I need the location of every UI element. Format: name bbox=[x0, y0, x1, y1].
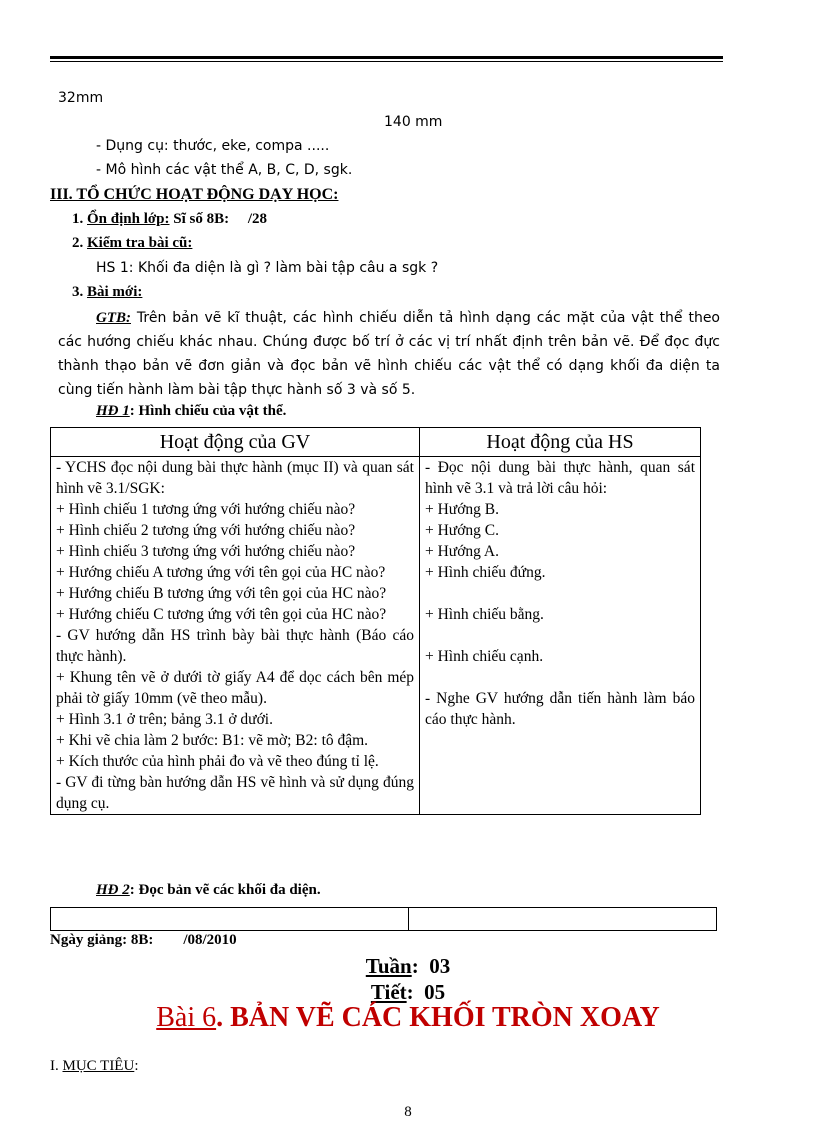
gv-line: + Hình chiếu 3 tương ứng với hướng chiếu nào? bbox=[56, 543, 356, 560]
activity-table bbox=[50, 427, 701, 815]
header-rule-thin bbox=[50, 61, 723, 62]
student-activities bbox=[420, 457, 701, 815]
header-student: Hoạt động của HS bbox=[420, 428, 701, 457]
gv-line: + Hướng chiếu A tương ứng với tên gọi của HC nào? bbox=[56, 564, 386, 581]
gv-line: + Hình chiếu 2 tương ứng với hướng chiếu nào? bbox=[56, 522, 356, 539]
hs-line: + Hướng B. bbox=[425, 501, 499, 518]
activity-2-text: : Đọc bản vẽ các khối đa diện. bbox=[129, 882, 321, 898]
activity-2-label: HĐ 2 bbox=[96, 882, 130, 898]
lesson-number: Bài 6 bbox=[156, 1002, 217, 1033]
section-title bbox=[50, 186, 338, 204]
activity-2-cell-right bbox=[409, 908, 717, 931]
activity-2-heading bbox=[96, 882, 321, 899]
gv-line: + Khi vẽ chia làm 2 bước: B1: vẽ mờ; B2: tô đậm. bbox=[56, 732, 369, 749]
activity-table-body bbox=[51, 457, 701, 815]
step-3 bbox=[72, 284, 142, 301]
teacher-activities bbox=[51, 457, 420, 815]
header-teacher: Hoạt động của GV bbox=[51, 428, 420, 457]
gv-line: - GV hướng dẫn HS trình bày bài thực hành (Báo cáo thực hành). bbox=[56, 627, 414, 665]
header-rule-thick bbox=[50, 56, 723, 59]
objectives-number: I. bbox=[50, 1058, 63, 1074]
models-line: - Mô hình các vật thể A, B, C, D, sgk. bbox=[96, 162, 353, 178]
intro-text: Trên bản vẽ kĩ thuật, các hình chiếu diễn tả hình dạng các mặt của vật thể theo các hướng chiếu khác nhau. Chúng được bố trí ở các vị trí nhất định trên bản vẽ. Để đọc đực thành thạo bản vẽ đơn giản và đọc bản vẽ hình chiếu các vật thể có dạng khối đa diện ta cùng tiến hành làm bài tập thực hành số 3 và số 5. bbox=[58, 310, 720, 398]
period-value: : 05 bbox=[406, 980, 446, 1004]
activity-2-cell-left bbox=[51, 908, 409, 931]
step-2-label: Kiểm tra bài cũ: bbox=[87, 235, 193, 251]
review-question: HS 1: Khối đa diện là gì ? làm bài tập câu a sgk ? bbox=[96, 260, 439, 276]
step-3-number: 3. bbox=[72, 284, 84, 300]
objectives-heading bbox=[50, 1058, 138, 1075]
hs-line: + Hình chiếu đứng. bbox=[425, 564, 546, 581]
section-title-text: III. TỔ CHỨC HOẠT ĐỘNG DẠY HỌC: bbox=[50, 186, 339, 203]
lesson-name: . BẢN VẼ CÁC KHỐI TRÒN XOAY bbox=[216, 1002, 660, 1033]
gv-line: - YCHS đọc nội dung bài thực hành (mục II) và quan sát hình vẽ 3.1/SGK: bbox=[56, 459, 414, 497]
week-line bbox=[0, 954, 816, 979]
activity-1-label: HĐ 1 bbox=[96, 403, 130, 419]
hs-line: + Hình chiếu cạnh. bbox=[425, 648, 544, 665]
activity-2-row bbox=[51, 908, 717, 931]
hs-line: - Nghe GV hướng dẫn tiến hành làm báo cáo thực hành. bbox=[425, 690, 695, 728]
gv-line: + Kích thước của hình phải đo và vẽ theo đúng tỉ lệ. bbox=[56, 753, 379, 770]
introduction-paragraph bbox=[58, 306, 720, 402]
page-number: 8 bbox=[404, 1104, 412, 1120]
step-1-text: Sĩ số 8B: /28 bbox=[169, 211, 268, 227]
lesson-title bbox=[0, 1002, 816, 1034]
activity-table-header bbox=[51, 428, 701, 457]
week-value: : 03 bbox=[411, 954, 451, 978]
activity-1-text: : Hình chiếu của vật thể. bbox=[129, 403, 287, 419]
intro-label: GTB: bbox=[96, 310, 131, 326]
hs-line: + Hướng A. bbox=[425, 543, 499, 560]
period-label: Tiết bbox=[370, 980, 407, 1004]
activity-1-heading bbox=[96, 403, 286, 420]
gv-line: + Khung tên vẽ ở dưới tờ giấy A4 để dọc cách bên mép phải tờ giấy 10mm (vẽ theo mẫu). bbox=[56, 669, 414, 707]
objectives-label: MỤC TIÊU bbox=[62, 1058, 135, 1074]
teaching-date: Ngày giảng: 8B: /08/2010 bbox=[50, 932, 237, 948]
step-1-number: 1. bbox=[72, 211, 84, 227]
week-label: Tuần bbox=[365, 954, 412, 978]
step-2-number: 2. bbox=[72, 235, 84, 251]
activity-2-table bbox=[50, 907, 717, 931]
gv-line: + Hình chiếu 1 tương ứng với hướng chiếu nào? bbox=[56, 501, 356, 518]
step-1-label: Ổn định lớp: bbox=[87, 211, 170, 227]
gv-line: + Hướng chiếu C tương ứng với tên gọi của HC nào? bbox=[56, 606, 387, 623]
hs-line: - Đọc nội dung bài thực hành, quan sát hình vẽ 3.1 và trả lời câu hỏi: bbox=[425, 459, 695, 497]
hs-line: + Hình chiếu bằng. bbox=[425, 606, 544, 623]
hs-line: + Hướng C. bbox=[425, 522, 499, 539]
gv-line: + Hình 3.1 ở trên; bảng 3.1 ở dưới. bbox=[56, 711, 273, 728]
width-dimension: 32mm bbox=[58, 90, 104, 106]
objectives-colon: : bbox=[134, 1058, 139, 1074]
step-2 bbox=[72, 235, 192, 252]
length-dimension: 140 mm bbox=[384, 114, 443, 130]
step-1 bbox=[72, 211, 267, 228]
gv-line: - GV đi từng bàn hướng dẫn HS vẽ hình và sử dụng đúng dụng cụ. bbox=[56, 774, 414, 812]
step-3-label: Bài mới: bbox=[87, 284, 143, 300]
gv-line: + Hướng chiếu B tương ứng với tên gọi của HC nào? bbox=[56, 585, 387, 602]
tools-line: - Dụng cụ: thước, eke, compa ..... bbox=[96, 138, 330, 154]
